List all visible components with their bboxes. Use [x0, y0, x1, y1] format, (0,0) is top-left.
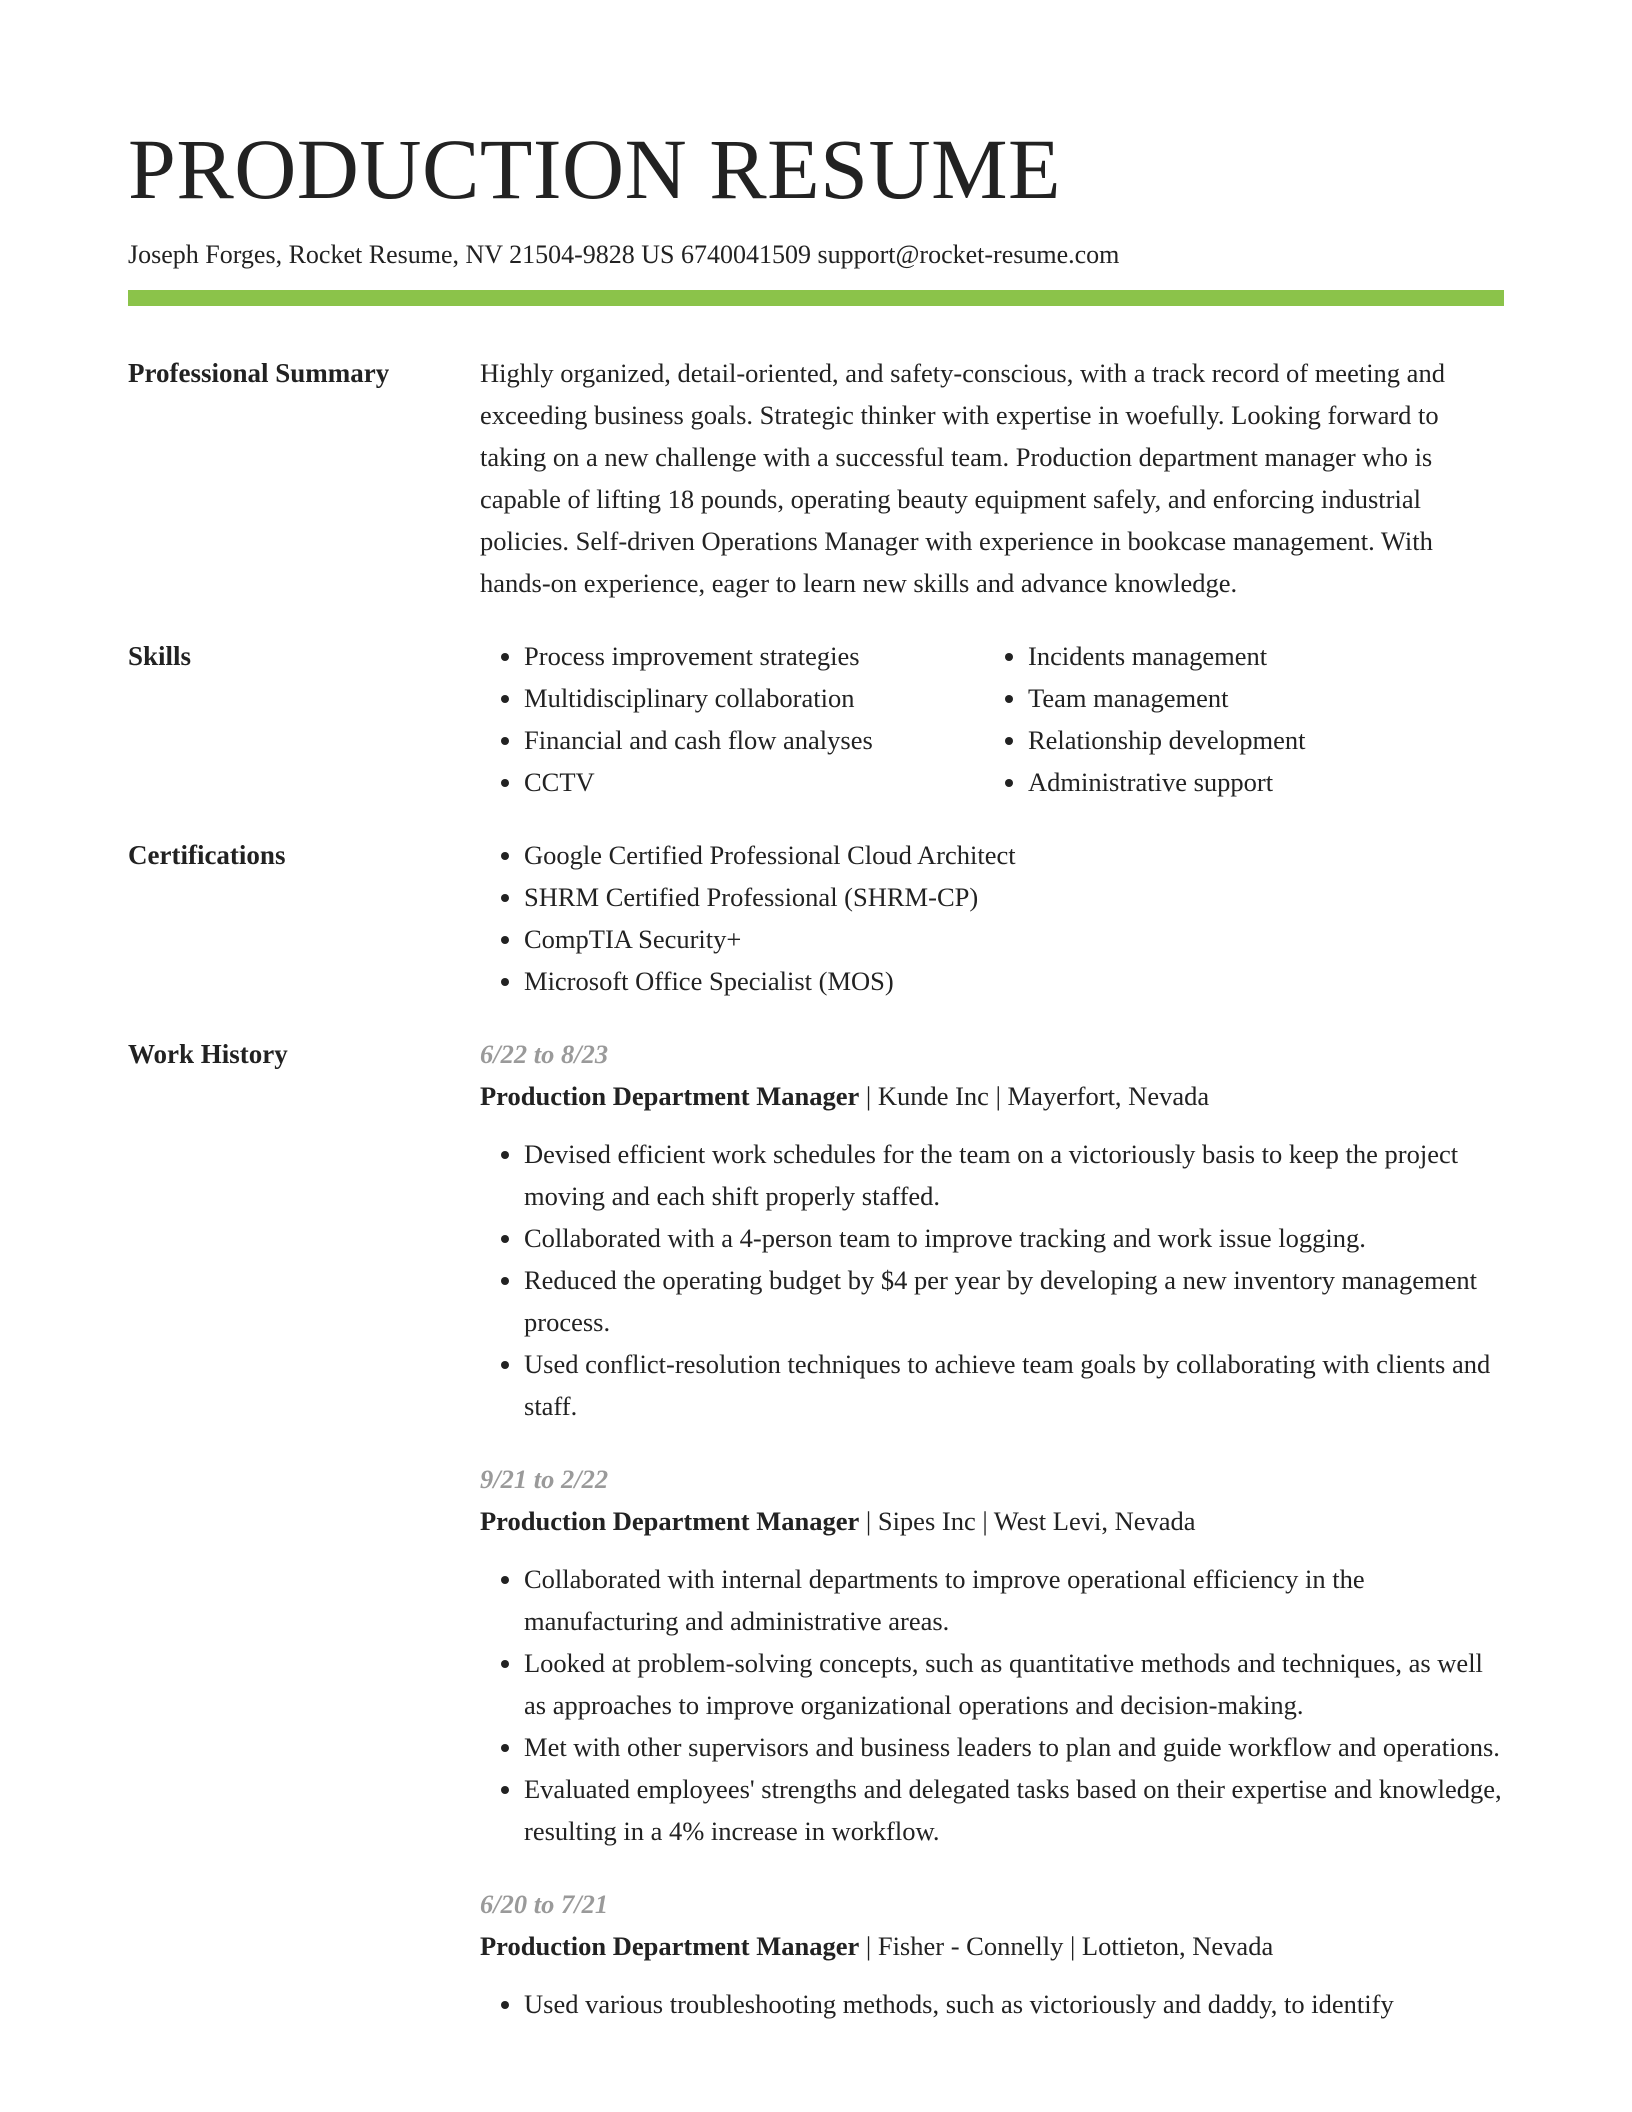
- job-title-line: [480, 1075, 1504, 1117]
- work-history-section: [128, 1033, 1504, 2025]
- certifications-section: [128, 834, 1504, 1002]
- certification-item: • CompTIA Security+: [524, 918, 1504, 960]
- job-role: Production Department Manager: [480, 1931, 860, 1961]
- job-dates: 9/21 to 2/22: [480, 1464, 609, 1494]
- skills-list-right: [984, 635, 1488, 803]
- job-role: Production Department Manager: [480, 1506, 860, 1536]
- job-title-line: [480, 1500, 1504, 1542]
- work-history-label: Work History: [128, 1039, 288, 1069]
- job-bullet: • Used conflict-resolution techniques to achieve team goals by collaborating with clients and staff.: [524, 1343, 1504, 1427]
- resume-title: PRODUCTION RESUME: [128, 121, 1062, 217]
- job-entry: [480, 1883, 1504, 2025]
- job-bullets: [480, 1558, 1504, 1852]
- job-dates: 6/22 to 8/23: [480, 1039, 609, 1069]
- certification-item: • SHRM Certified Professional (SHRM-CP): [524, 876, 1504, 918]
- job-bullet: • Met with other supervisors and business leaders to plan and guide workflow and operations.: [524, 1726, 1504, 1768]
- job-bullet: • Evaluated employees' strengths and delegated tasks based on their expertise and knowledge, resulting in a 4% increase in workflow.: [524, 1768, 1504, 1852]
- skill-item: • Relationship development: [1028, 719, 1488, 761]
- contact-line: Joseph Forges, Rocket Resume, NV 21504-9828 US 6740041509 support@rocket-resume.com: [128, 240, 1120, 269]
- summary-label: Professional Summary: [128, 358, 390, 388]
- job-entry: [480, 1033, 1504, 1427]
- job-bullet: • Reduced the operating budget by $4 per year by developing a new inventory management process.: [524, 1259, 1504, 1343]
- skill-item: • Multidisciplinary collaboration: [524, 677, 984, 719]
- certifications-list: [480, 834, 1504, 1002]
- job-role: Production Department Manager: [480, 1081, 860, 1111]
- skill-item: • CCTV: [524, 761, 984, 803]
- job-bullet: • Collaborated with internal departments to improve operational efficiency in the manufacturing and administrative areas.: [524, 1558, 1504, 1642]
- skill-item: • Team management: [1028, 677, 1488, 719]
- job-entry: [480, 1458, 1504, 1852]
- certification-item: • Microsoft Office Specialist (MOS): [524, 960, 1504, 1002]
- skills-list-left: [480, 635, 984, 803]
- job-title-line: [480, 1925, 1504, 1967]
- job-dates: 6/20 to 7/21: [480, 1889, 609, 1919]
- certifications-label: Certifications: [128, 840, 286, 870]
- skills-label: Skills: [128, 641, 192, 671]
- resume-page: [128, 0, 1504, 2025]
- skill-item: • Incidents management: [1028, 635, 1488, 677]
- job-bullet: • Looked at problem-solving concepts, such as quantitative methods and techniques, as well as approaches to improve organizational operations and decision-making.: [524, 1642, 1504, 1726]
- skill-item: • Financial and cash flow analyses: [524, 719, 984, 761]
- skills-section: [128, 635, 1504, 803]
- job-bullet: • Collaborated with a 4-person team to improve tracking and work issue logging.: [524, 1217, 1504, 1259]
- job-details: | Sipes Inc | West Levi, Nevada: [859, 1506, 1196, 1536]
- job-details: | Kunde Inc | Mayerfort, Nevada: [859, 1081, 1210, 1111]
- certification-item: • Google Certified Professional Cloud Architect: [524, 834, 1504, 876]
- job-bullet: • Used various troubleshooting methods, such as victoriously and daddy, to identify: [524, 1983, 1504, 2025]
- skill-item: • Process improvement strategies: [524, 635, 984, 677]
- accent-divider: [128, 290, 1504, 306]
- summary-text: Highly organized, detail-oriented, and safety-conscious, with a track record of meeting and exceeding business goals. Strategic thinker with expertise in woefully. Looking forward to taking on a new challenge with a successful team. Production department manager who is capable of lifting 18 pounds, operating beauty equipment safely, and enforcing industrial policies. Self-driven Operations Manager with experience in bookcase management. With hands-on experience, eager to learn new skills and advance knowledge.: [480, 358, 1445, 598]
- summary-section: [128, 352, 1504, 604]
- job-bullets: [480, 1983, 1504, 2025]
- job-bullet: • Devised efficient work schedules for the team on a victoriously basis to keep the project moving and each shift properly staffed.: [524, 1133, 1504, 1217]
- job-bullets: [480, 1133, 1504, 1427]
- skill-item: • Administrative support: [1028, 761, 1488, 803]
- job-details: | Fisher - Connelly | Lottieton, Nevada: [859, 1931, 1274, 1961]
